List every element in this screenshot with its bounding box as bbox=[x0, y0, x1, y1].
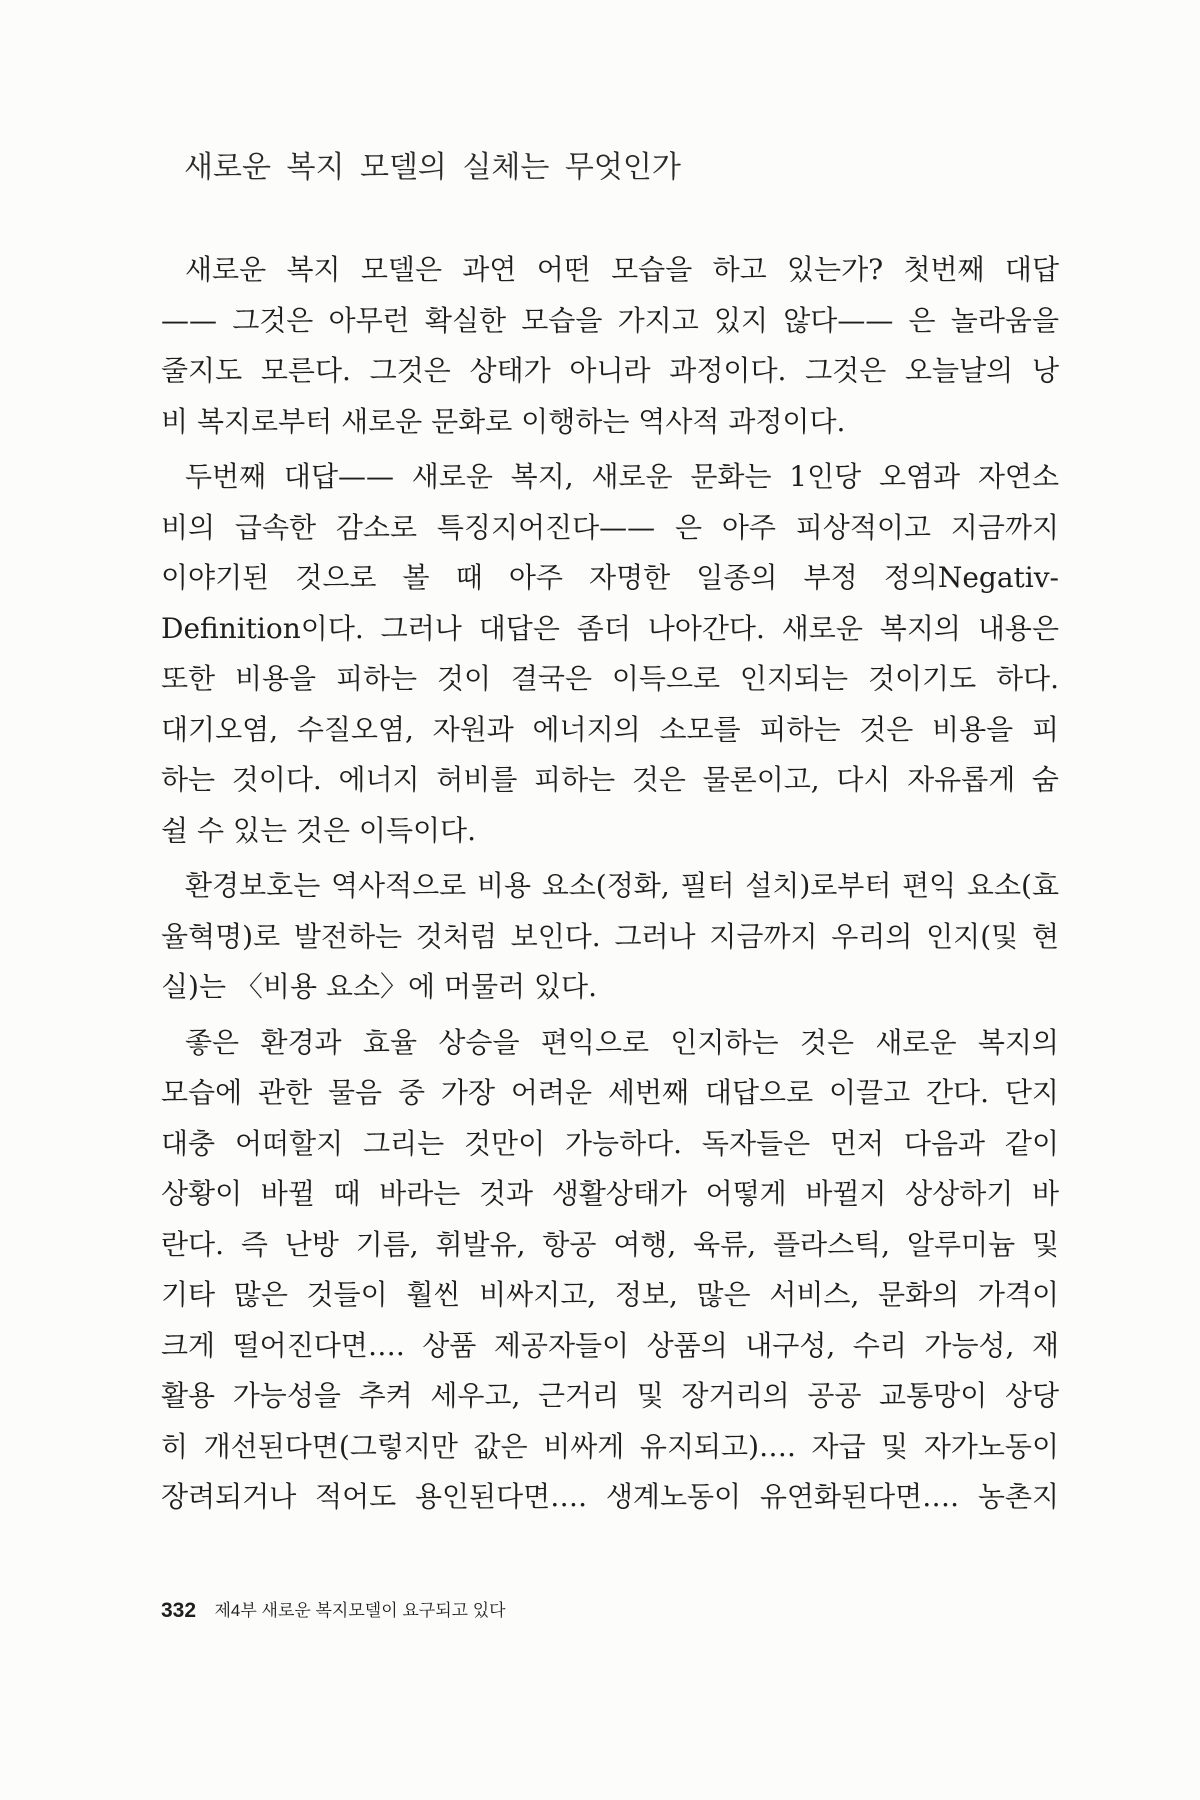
text-line: 새로운 복지 모델은 과연 어떤 모습을 하고 있는가? 첫번째 대답 bbox=[185, 253, 1059, 286]
text-line: 비의 급속한 감소로 특징지어진다—— 은 아주 피상적이고 지금까지 bbox=[161, 510, 1059, 544]
section-title: 새로운 복지 모델의 실체는 무엇인가 bbox=[184, 150, 681, 185]
text-line: 실)는 〈비용 요소〉에 머물러 있다. bbox=[161, 970, 598, 1003]
text-line: 모습에 관한 물음 중 가장 어려운 세번째 대답으로 이끌고 간다. 단지 bbox=[161, 1076, 1059, 1109]
text-line: 이야기된 것으로 볼 때 아주 자명한 일종의 부정 정의Negativ- bbox=[161, 561, 1059, 594]
text-line: 대충 어떠할지 그리는 것만이 가능하다. 독자들은 먼저 다음과 같이 bbox=[161, 1126, 1059, 1160]
text-line: 환경보호는 역사적으로 비용 요소(정화, 필터 설치)로부터 편익 요소(효 bbox=[185, 869, 1059, 902]
text-line: 기타 많은 것들이 훨씬 비싸지고, 정보, 많은 서비스, 문화의 가격이 bbox=[161, 1278, 1059, 1311]
text-line: 크게 떨어진다면…. 상품 제공자들이 상품의 내구성, 수리 가능성, 재 bbox=[161, 1328, 1059, 1362]
paragraph bbox=[161, 452, 1059, 856]
body-text bbox=[161, 245, 1059, 1523]
text-line: —— 그것은 아무런 확실한 모습을 가지고 있지 않다—— 은 놀라움을 bbox=[161, 303, 1059, 337]
page-footer bbox=[161, 1596, 861, 1626]
paragraph bbox=[161, 1018, 1059, 1523]
text-line: 비 복지로부터 새로운 문화로 이행하는 역사적 과정이다. bbox=[161, 404, 846, 438]
text-line: 율혁명)로 발전하는 것처럼 보인다. 그러나 지금까지 우리의 인지(및 현 bbox=[161, 919, 1059, 953]
text-line: 좋은 환경과 효율 상승을 편익으로 인지하는 것은 새로운 복지의 bbox=[185, 1025, 1059, 1059]
text-line: 란다. 즉 난방 기름, 휘발유, 항공 여행, 육류, 플라스틱, 알루미늄 및 bbox=[161, 1227, 1059, 1261]
text-line: 줄지도 모른다. 그것은 상태가 아니라 과정이다. 그것은 오늘날의 낭 bbox=[161, 354, 1059, 387]
paragraph bbox=[161, 861, 1059, 1013]
text-line: 두번째 대답—— 새로운 복지, 새로운 문화는 1인당 오염과 자연소 bbox=[185, 460, 1059, 493]
text-line: Definition이다. 그러나 대답은 좀더 나아간다. 새로운 복지의 내용은 bbox=[161, 611, 1059, 645]
text-line: 히 개선된다면(그렇지만 값은 비싸게 유지되고)…. 자급 및 자가노동이 bbox=[161, 1429, 1059, 1463]
text-line: 쉴 수 있는 것은 이득이다. bbox=[161, 813, 476, 847]
paragraph bbox=[161, 245, 1059, 447]
text-line: 상황이 바뀔 때 바라는 것과 생활상태가 어떻게 바뀔지 상상하기 바 bbox=[161, 1177, 1059, 1210]
running-head: 제4부 새로운 복지모델이 요구되고 있다 bbox=[214, 1601, 506, 1620]
text-line: 또한 비용을 피하는 것이 결국은 이득으로 인지되는 것이기도 하다. bbox=[161, 662, 1059, 695]
page-number: 332 bbox=[161, 1599, 197, 1622]
text-line: 활용 가능성을 추켜 세우고, 근거리 및 장거리의 공공 교통망이 상당 bbox=[161, 1379, 1059, 1412]
text-line: 하는 것이다. 에너지 허비를 피하는 것은 물론이고, 다시 자유롭게 숨 bbox=[161, 763, 1059, 796]
text-line: 대기오염, 수질오염, 자원과 에너지의 소모를 피하는 것은 비용을 피 bbox=[161, 712, 1059, 746]
text-line: 장려되거나 적어도 용인된다면…. 생계노동이 유연화된다면…. 농촌지 bbox=[161, 1480, 1059, 1513]
